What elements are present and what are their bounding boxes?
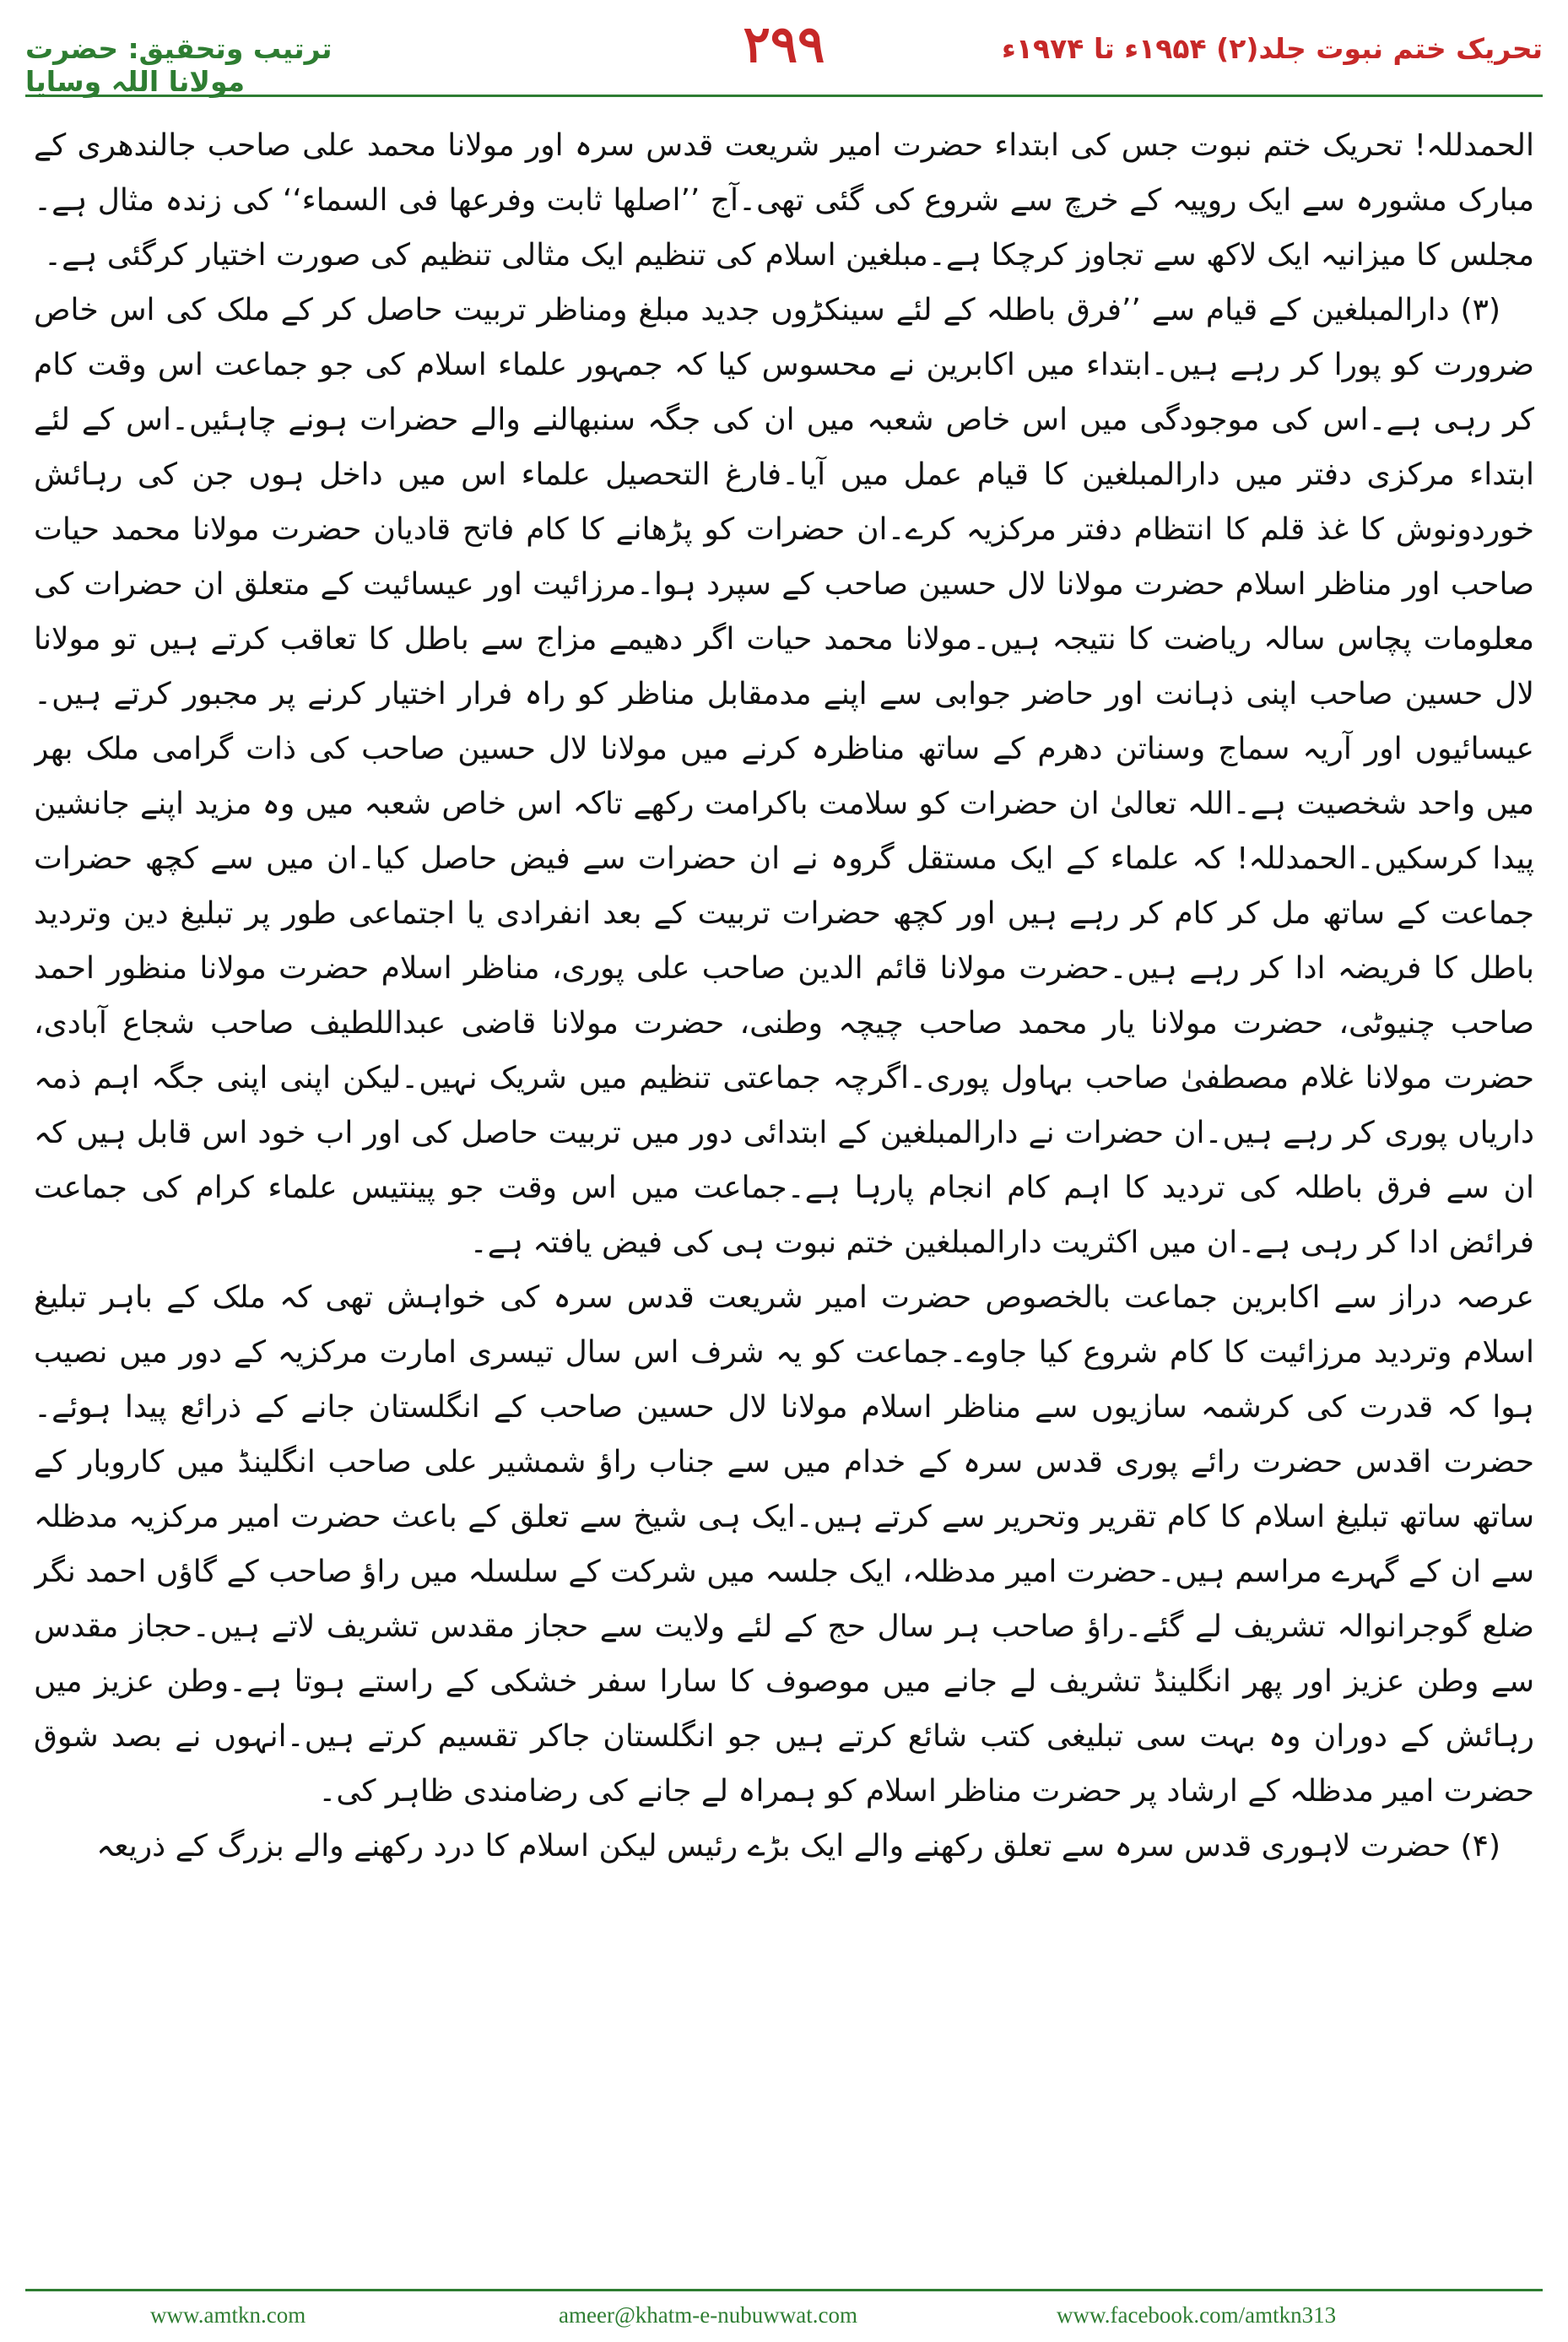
compiler-credit: ترتیب وتحقیق: حضرت مولانا اللہ وسایا [25,32,333,98]
email-link[interactable]: ameer@khatm-e-nubuwwat.com [559,2302,857,2328]
book-title: تحریک ختم نبوت جلد(۲) ۱۹۵۴ء تا ۱۹۷۴ء [1002,32,1543,65]
footer-divider [25,2289,1543,2291]
paragraph-darul-muballigheen: (۳) دارالمبلغین کے قیام سے ’’فرق باطلہ کے لئے سینکڑوں جدید مبلغ ومناظر تربیت حاصل کر کے ملک کی اس خاص ضرورت کو پورا کر رہے ہیں۔ابتداء میں اکابرین نے محسوس کیا کہ جمہور علماء اسلام کی جو جماعت اس وقت کام کر رہی ہے۔اس کی موجودگی میں اس خاص شعبہ میں ان کی جگہ سنبھالنے والے حضرات ہونے چاہئیں۔اس کے لئے ابتداء مرکزی دفتر میں دارالمبلغین کا قیام عمل میں آیا۔فارغ التحصیل علماء اس میں داخل ہوں جن کی رہائش خوردونوش کا غذ قلم کا انتظام دفتر مرکزیہ کرے۔ان حضرات کو پڑھانے کا کام فاتح قادیان حضرت مولانا محمد حیات صاحب اور مناظر اسلام حضرت مولانا لال حسین صاحب کے سپرد ہوا۔مرزائیت اور عیسائیت کے متعلق ان حضرات کی معلومات پچاس سالہ ریاضت کا نتیجہ ہیں۔مولانا محمد حیات اگر دھیمے مزاج سے باطل کا تعاقب کرتے ہیں تو مولانا لال حسین صاحب اپنی ذہانت اور حاضر جوابی سے اپنے مدمقابل مناظر کو راہ فرار اختیار کرنے پر مجبور کرتے ہیں۔عیسائیوں اور آریہ سماج وسناتن دھرم کے ساتھ مناظرہ کرنے میں مولانا لال حسین صاحب کی ذات گرامی ملک بھر میں واحد شخصیت ہے۔اللہ تعالیٰ ان حضرات کو سلامت باکرامت رکھے تاکہ اس خاص شعبہ میں وہ مزید اپنے جانشین پیدا کرسکیں۔الحمدللہ! کہ علماء کے ایک مستقل گروہ نے ان حضرات سے فیض حاصل کیا۔ان میں سے کچھ حضرات جماعت کے ساتھ مل کر کام کر رہے ہیں اور کچھ حضرات تربیت کے بعد انفرادی یا اجتماعی طور پر تبلیغ دین وتردید باطل کا فریضہ ادا کر رہے ہیں۔حضرت مولانا قائم الدین صاحب علی پوری، مناظر اسلام حضرت مولانا منظور احمد صاحب چنیوٹی، حضرت مولانا یار محمد صاحب چیچہ وطنی، حضرت مولانا قاضی عبداللطیف صاحب شجاع آبادی، حضرت مولانا غلام مصطفیٰ صاحب بہاول پوری۔اگرچہ جماعتی تنظیم میں شریک نہیں۔لیکن اپنی اپنی جگہ اہم ذمہ داریاں پوری کر رہے ہیں۔ان حضرات نے دارالمبلغین کے ابتدائی دور میں تربیت حاصل کی اور اب خود اس قابل ہیں کہ ان سے فرق باطلہ کی تردید کا اہم کام انجام پارہا ہے۔جماعت میں اس وقت جو پینتیس علماء کرام کی جماعت فرائض ادا کر رہی ہے۔ان میں اکثریت دارالمبلغین ختم نبوت ہی کی فیض یافتہ ہے۔ [34,293,1534,1260]
paragraph-england-mission: عرصہ دراز سے اکابرین جماعت بالخصوص حضرت امیر شریعت قدس سرہ کی خواہش تھی کہ ملک کے باہر تبلیغ اسلام وتردید مرزائیت کا کام شروع کیا جاوے۔جماعت کو یہ شرف اس سال تیسری امارت مرکزیہ کے دور میں نصیب ہوا کہ قدرت کی کرشمہ سازیوں سے مناظر اسلام مولانا لال حسین صاحب کے انگلستان جانے کے ذرائع پیدا ہوئے۔حضرت اقدس حضرت رائے پوری قدس سرہ کے خدام میں سے جناب راؤ شمشیر علی صاحب انگلینڈ میں کاروبار کے ساتھ ساتھ تبلیغ اسلام کا کام تقریر وتحریر سے کرتے ہیں۔ایک ہی شیخ سے تعلق کے باعث حضرت امیر مرکزیہ مدظلہ سے ان کے گہرے مراسم ہیں۔حضرت امیر مدظلہ، ایک جلسہ میں شرکت کے سلسلہ میں راؤ صاحب کے گاؤں احمد نگر ضلع گوجرانوالہ تشریف لے گئے۔راؤ صاحب ہر سال حج کے لئے ولایت سے حجاز مقدس تشریف لاتے ہیں۔حجاز مقدس سے وطن عزیز اور پھر انگلینڈ تشریف لے جانے میں موصوف کا سارا سفر خشکی کے راستے ہوتا ہے۔وطن عزیز میں رہائش کے دوران وہ بہت سی تبلیغی کتب شائع کرتے ہیں جو انگلستان جاکر تقسیم کرتے ہیں۔انہوں نے بصد شوق حضرت امیر مدظلہ کے ارشاد پر حضرت مناظر اسلام کو ہمراہ لے جانے کی رضامندی ظاہر کی۔ [34,1280,1534,1809]
facebook-link[interactable]: www.facebook.com/amtkn313 [1057,2302,1337,2328]
page-footer [0,2297,1568,2339]
paragraph-intro: الحمدللہ! تحریک ختم نبوت جس کی ابتداء حضرت امیر شریعت قدس سرہ اور مولانا محمد علی صاحب جالندھری کے مبارک مشورہ سے ایک روپیہ کے خرچ سے شروع کی گئی تھی۔آج ’’اصلھا ثابت وفرعھا فی السماء‘‘ کی زندہ مثال ہے۔مجلس کا میزانیہ ایک لاکھ سے تجاوز کرچکا ہے۔مبلغین اسلام کی تنظیم ایک مثالی تنظیم کی صورت اختیار کرگئی ہے۔ [34,128,1534,273]
page-number: ۲۹۹ [743,15,825,74]
page-body [34,118,1534,2279]
website-link[interactable]: www.amtkn.com [150,2302,306,2328]
page-header [0,0,1568,106]
paragraph-point-four: (۴) حضرت لاہوری قدس سرہ سے تعلق رکھنے والے ایک بڑے رئیس لیکن اسلام کا درد رکھنے والے بزرگ کے ذریعہ [96,1829,1500,1863]
header-divider [25,95,1543,97]
